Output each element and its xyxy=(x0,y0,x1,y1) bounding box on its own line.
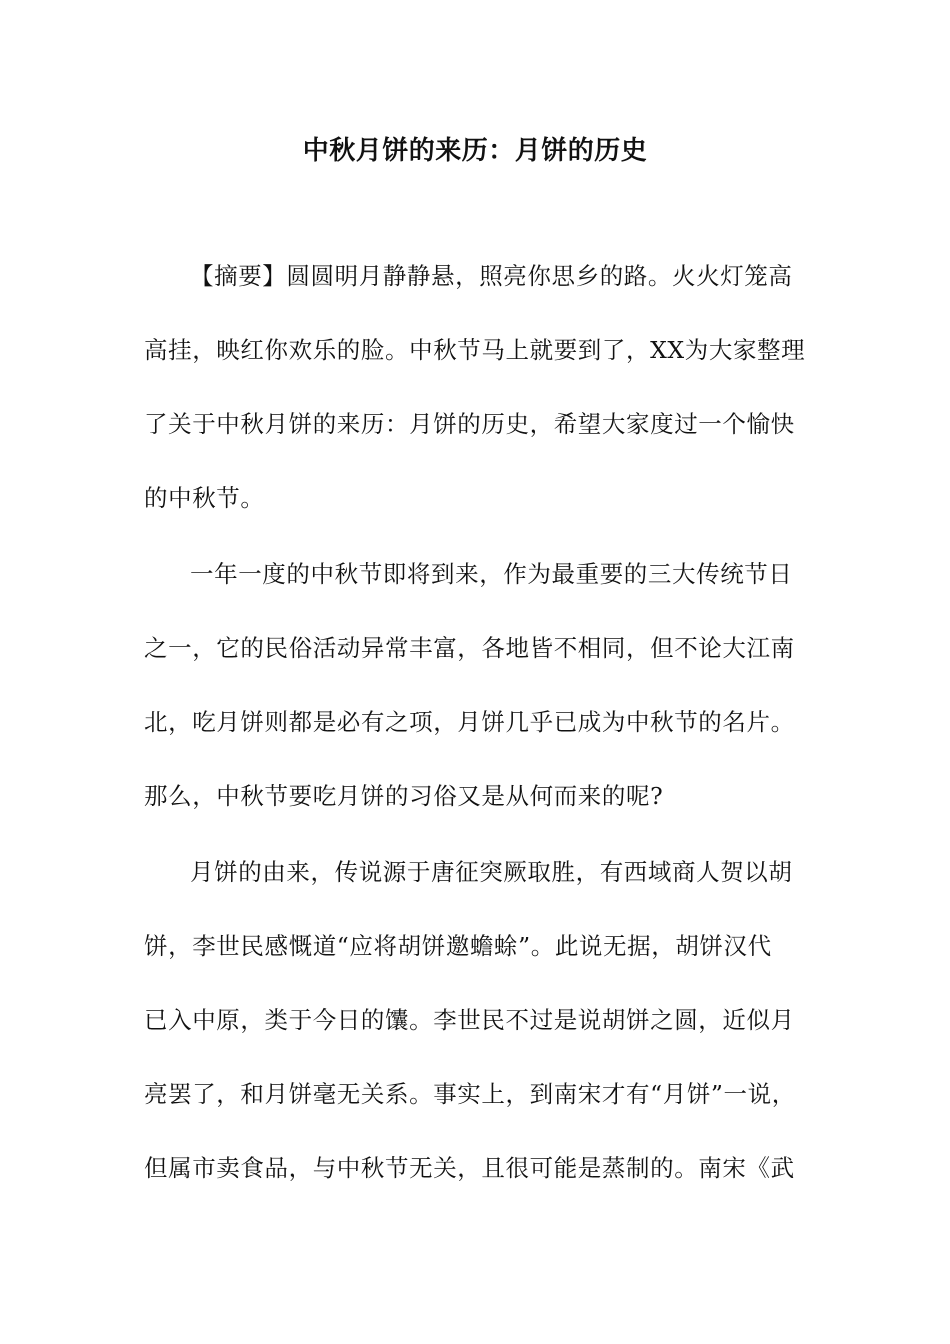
paragraph-line: 月饼的由来，传说源于唐征突厥取胜，有西域商人贺以胡 xyxy=(190,858,793,886)
paragraph-line: 饼，李世民感慨道“应将胡饼邀蟾蜍”。此说无据，胡饼汉代 xyxy=(144,932,772,960)
paragraph-line: 那么，中秋节要吃月饼的习俗又是从何而来的呢? xyxy=(144,782,664,810)
paragraph-line: 但属市卖食品，与中秋节无关，且很可能是蒸制的。南宋《武 xyxy=(144,1154,795,1182)
paragraph-line: 之一，它的民俗活动异常丰富，各地皆不相同，但不论大江南 xyxy=(144,634,795,662)
paragraph-line: 一年一度的中秋节即将到来，作为最重要的三大传统节日 xyxy=(190,560,793,588)
paragraph-line: 已入中原，类于今日的馕。李世民不过是说胡饼之圆，近似月 xyxy=(144,1006,795,1034)
paragraph-line: 亮罢了，和月饼毫无关系。事实上，到南宋才有“月饼”一说， xyxy=(144,1080,796,1108)
document-title: 中秋月饼的来历：月饼的历史 xyxy=(302,136,648,166)
paragraph-line: 高挂，映红你欢乐的脸。中秋节马上就要到了，XX为大家整理 xyxy=(144,336,806,364)
paragraph-line: 北，吃月饼则都是必有之项，月饼几乎已成为中秋节的名片。 xyxy=(144,708,795,736)
paragraph-line: 的中秋节。 xyxy=(144,484,265,512)
paragraph-line: 【摘要】圆圆明月静静悬，照亮你思乡的路。火火灯笼高 xyxy=(190,262,793,290)
paragraph-line: 了关于中秋月饼的来历：月饼的历史，希望大家度过一个愉快 xyxy=(144,410,795,438)
